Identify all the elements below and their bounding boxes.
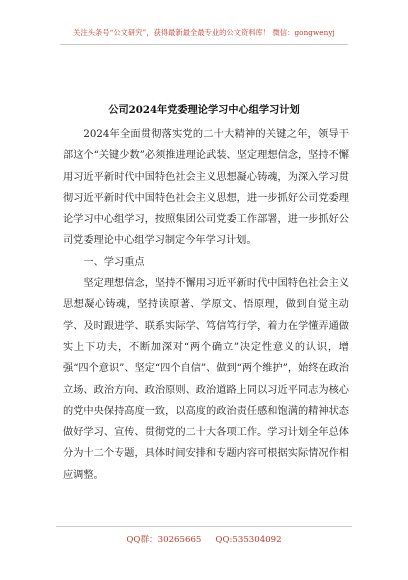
document-title: 公司2024年党委理论学习中心组学习计划	[108, 104, 300, 116]
header-divider	[60, 44, 348, 45]
qq-group-number: QQ群：30265665	[126, 535, 202, 545]
footer-divider	[56, 526, 352, 527]
header-note: 关注头条号“公文研究”，获得最新最全最专业的公文资料库！ 微信：gongwenyj	[73, 28, 335, 37]
section-paragraph: 坚定理想信念，坚持不懈用习近平新时代中国特色社会主义思想凝心铸魂，坚持读原著、学原文、悟原理，做到自觉主动学、及时跟进学、联系实际学、笃信笃行学，着力在学懂弄通做实上下功夫，不断加深对“两个确立”决定性意义的认识，增强“四个意识”、坚定“四个自信”、做到“两个维护”，始终在政治立场、政治方向、政治原则、政治道路上同以习近平同志为核心的党中央保持高度一致，以高度的政治责任感和饱满的精神状态做好学习、宣传、贯彻党的二十大各项工作。学习计划全年总体分为十二个专题，具体时间安排和专题内容可根据实际情况作相应调整。	[63, 278, 349, 481]
footer-contact	[0, 533, 408, 545]
qq-number: QQ:535304092	[215, 535, 282, 545]
section-heading: 一、学习重点	[83, 256, 145, 268]
document-body	[63, 124, 349, 486]
intro-paragraph: 2024年全面贯彻落实党的二十大精神的关键之年，领导干部这个“关键少数”必须推进理论武装、坚定理想信念，坚持不懈用习近平新时代中国特色社会主义思想凝心铸魂，为深入学习贯彻习近平新时代中国特色社会主义思想，进一步抓好公司党委理论学习中心组学习，按照集团公司党委工作部署，进一步抓好公司党委理论中心组学习制定今年学习计划。	[63, 129, 349, 247]
